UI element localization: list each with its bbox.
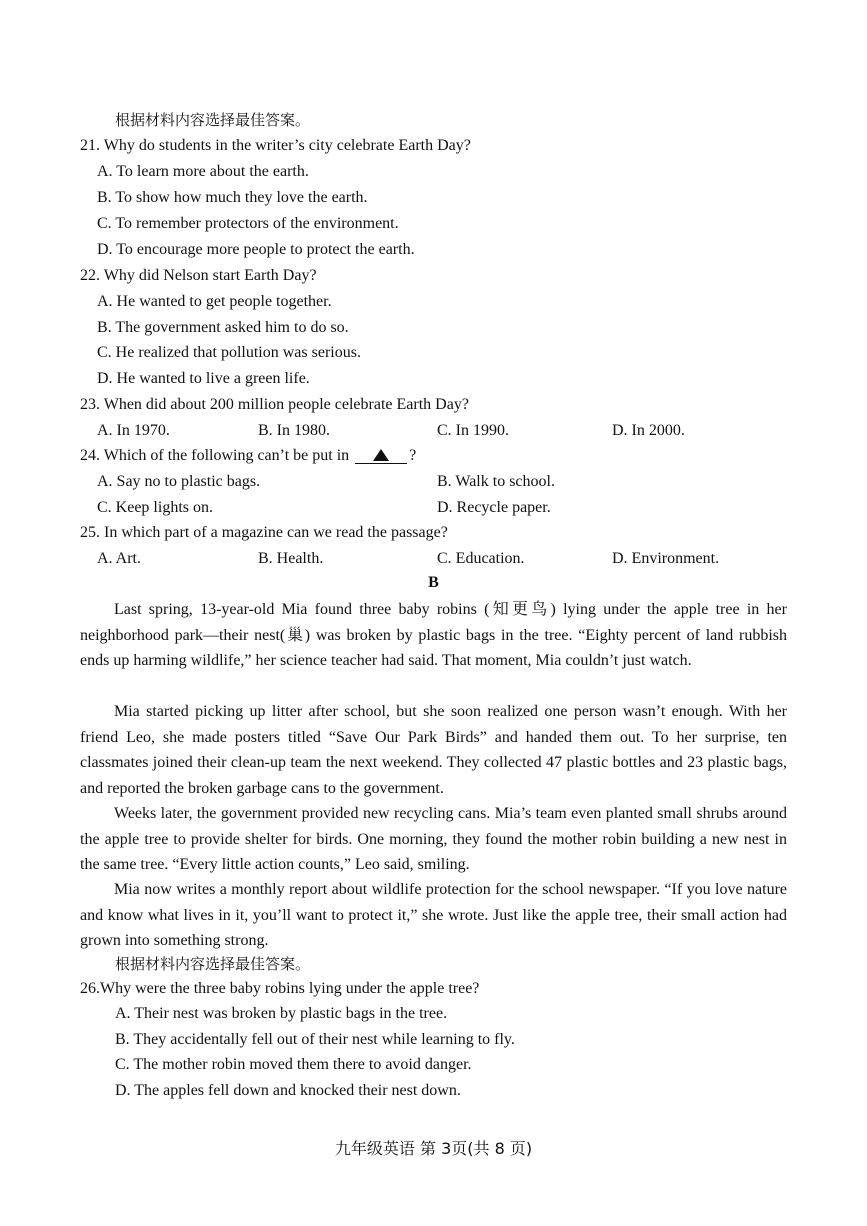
- q21-option-b: B. To show how much they love the earth.: [97, 189, 368, 206]
- q23-option-d: D. In 2000.: [612, 422, 685, 439]
- answer-blank: [355, 449, 407, 464]
- question-24-stem: [80, 446, 416, 466]
- q25-option-b: B. Health.: [258, 550, 324, 567]
- question-22-stem: 22. Why did Nelson start Earth Day?: [80, 267, 317, 284]
- q26-option-b: B. They accidentally fell out of their nest while learning to fly.: [115, 1031, 515, 1048]
- question-26-stem: 26.Why were the three baby robins lying under the apple tree?: [80, 980, 480, 997]
- q26-option-c: C. The mother robin moved them there to avoid danger.: [115, 1056, 472, 1073]
- question-25-stem: 25. In which part of a magazine can we read the passage?: [80, 524, 448, 541]
- q24-stem-end: ?: [409, 447, 417, 464]
- question-23-stem: 23. When did about 200 million people celebrate Earth Day?: [80, 396, 469, 413]
- question-21-stem: 21. Why do students in the writer’s city celebrate Earth Day?: [80, 137, 471, 154]
- q21-option-d: D. To encourage more people to protect the earth.: [97, 241, 415, 258]
- q24-option-d: D. Recycle paper.: [437, 499, 551, 516]
- q22-option-d: D. He wanted to live a green life.: [97, 370, 310, 387]
- q26-option-a: A. Their nest was broken by plastic bags in the tree.: [115, 1005, 448, 1022]
- q25-option-c: C. Education.: [437, 550, 525, 567]
- q21-option-c: C. To remember protectors of the environment.: [97, 215, 399, 232]
- passage-paragraph-1: Last spring, 13-year-old Mia found three baby robins (知更鸟) lying under the apple tree in her neighborhood park—their nest(巢) was broken by plastic bags in the tree. “Eighty percent of land rubbish ends up harming wildlife,” her science teacher had said. That moment, Mia couldn’t just watch.: [80, 601, 787, 669]
- q24-stem-text: 24. Which of the following can’t be put in: [80, 447, 350, 464]
- q23-option-a: A. In 1970.: [97, 422, 170, 439]
- q22-option-c: C. He realized that pollution was serious.: [97, 344, 361, 361]
- page-footer: 九年级英语 第 3页(共 8 页): [334, 1139, 533, 1158]
- section-a-instruction: 根据材料内容选择最佳答案。: [115, 111, 311, 129]
- passage-paragraph-4: Mia now writes a monthly report about wildlife protection for the school newspaper. “If you love nature and know what lives in it, you’ll want to protect it,” she wrote. Just like the apple tree, their small action had grown into something strong.: [80, 881, 787, 949]
- q23-option-b: B. In 1980.: [258, 422, 330, 439]
- section-b-title: B: [428, 574, 439, 591]
- q24-option-b: B. Walk to school.: [437, 473, 555, 490]
- q26-option-d: D. The apples fell down and knocked their nest down.: [115, 1082, 461, 1099]
- q22-option-a: A. He wanted to get people together.: [97, 293, 332, 310]
- q21-option-a: A. To learn more about the earth.: [97, 163, 309, 180]
- triangle-icon: [373, 449, 389, 461]
- q24-option-a: A. Say no to plastic bags.: [97, 473, 261, 490]
- q23-option-c: C. In 1990.: [437, 422, 509, 439]
- q25-option-a: A. Art.: [97, 550, 141, 567]
- section-b-instruction: 根据材料内容选择最佳答案。: [115, 955, 311, 973]
- passage-paragraph-2: Mia started picking up litter after school, but she soon realized one person wasn’t enough. With her friend Leo, she made posters titled “Save Our Park Birds” and handed them out. To her surprise, ten classmates joined their clean-up team the next weekend. They collected 47 plastic bottles and 23 plastic bags, and reported the broken garbage cans to the government.: [80, 703, 787, 797]
- passage-paragraph-3: Weeks later, the government provided new recycling cans. Mia’s team even planted small shrubs around the apple tree to provide shelter for birds. One morning, they found the mother robin building a new nest in the same tree. “Every little action counts,” Leo said, smiling.: [80, 805, 787, 873]
- q24-option-c: C. Keep lights on.: [97, 499, 213, 516]
- q25-option-d: D. Environment.: [612, 550, 720, 567]
- q22-option-b: B. The government asked him to do so.: [97, 319, 349, 336]
